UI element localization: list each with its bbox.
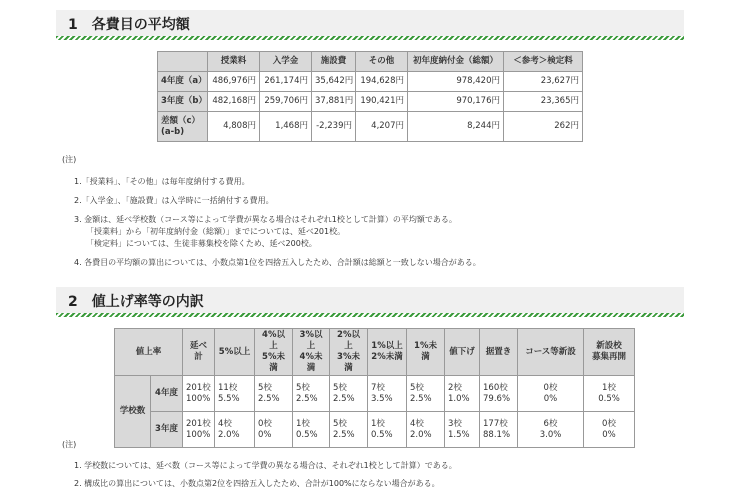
header-cell: 新設校 募集再開 xyxy=(584,329,635,376)
count: 5校 xyxy=(296,382,310,393)
count: 0校 xyxy=(543,382,558,393)
header-cell: 1%未満 xyxy=(407,329,445,376)
count: 1校 xyxy=(371,418,385,429)
table-cell: 259,706円 xyxy=(260,92,312,112)
count: 201校 xyxy=(186,382,211,393)
percent: 2.5% xyxy=(333,429,355,440)
row-label-line1: 差額（c） xyxy=(161,115,201,126)
table-cell xyxy=(330,412,368,448)
percent: 3.0% xyxy=(539,429,562,440)
table-cell xyxy=(183,376,215,412)
percent: 2.5% xyxy=(296,393,318,404)
table-cell xyxy=(584,376,635,412)
section2-header xyxy=(56,287,684,313)
table-cell: 8,244円 xyxy=(408,112,504,142)
table-cell xyxy=(480,376,518,412)
count: 2校 xyxy=(448,382,462,393)
note-item: 「検定料」については、生徒非募集校を除くため、延べ200校。 xyxy=(86,239,317,248)
table-cell xyxy=(293,412,330,448)
table-cell xyxy=(445,376,480,412)
table-cell xyxy=(480,412,518,448)
percent: 2.5% xyxy=(258,393,280,404)
section1-stripe xyxy=(56,36,684,40)
note-item: 「授業料」から「初年度納付金（総額）」までについては、延べ201校。 xyxy=(86,227,346,236)
header-cell: 据置き xyxy=(480,329,518,376)
table-cell: 970,176円 xyxy=(408,92,504,112)
percent: 0% xyxy=(543,393,558,404)
count: 0校 xyxy=(602,418,616,429)
row-label: 4年度 xyxy=(151,376,183,412)
count: 11校 xyxy=(218,382,238,393)
table-row xyxy=(115,376,635,412)
count: 177校 xyxy=(483,418,508,429)
section2-note-label: (注) xyxy=(62,440,77,449)
table-cell: 35,642円 xyxy=(312,72,356,92)
header-cell: その他 xyxy=(356,52,408,72)
note-item: 3. 金額は、延べ学校数（コース等によって学費が異なる場合はそれぞれ1校として計算）の平均額である。 xyxy=(74,215,457,224)
header-cell: 入学金 xyxy=(260,52,312,72)
percent: 1.0% xyxy=(448,393,470,404)
count: 5校 xyxy=(333,418,347,429)
header-cell: 延べ計 xyxy=(183,329,215,376)
table-cell xyxy=(407,412,445,448)
table-cell: 486,976円 xyxy=(208,72,260,92)
row-label: 3年度（b） xyxy=(158,92,208,112)
table-cell xyxy=(368,376,407,412)
table-cell xyxy=(183,412,215,448)
table-cell xyxy=(445,412,480,448)
percent: 0% xyxy=(258,429,272,440)
count: 5校 xyxy=(333,382,347,393)
table-cell: 261,174円 xyxy=(260,72,312,92)
count: 4校 xyxy=(410,418,424,429)
header-cell: 3%以上 4%未満 xyxy=(293,329,330,376)
table-cell: 978,420円 xyxy=(408,72,504,92)
count: 5校 xyxy=(258,382,272,393)
header-cell: コース等新設 xyxy=(518,329,584,376)
row-label: 3年度 xyxy=(151,412,183,448)
count: 3校 xyxy=(448,418,462,429)
section2-notes xyxy=(74,460,457,490)
table-cell xyxy=(518,412,584,448)
header-cell: 4%以上 5%未満 xyxy=(255,329,293,376)
percent: 100% xyxy=(186,429,211,440)
average-cost-table xyxy=(157,51,583,142)
percent: 2.5% xyxy=(333,393,355,404)
table-cell xyxy=(255,412,293,448)
count: 5校 xyxy=(410,382,424,393)
percent: 100% xyxy=(186,393,211,404)
count: 160校 xyxy=(483,382,508,393)
table-cell: 1,468円 xyxy=(260,112,312,142)
table-cell xyxy=(518,376,584,412)
header-cell: 2%以上 3%未満 xyxy=(330,329,368,376)
table-header-row xyxy=(158,52,583,72)
table-header-row xyxy=(115,329,635,376)
note-item: 4. 各費目の平均額の算出については、小数点第1位を四捨五入したため、合計額は総額と一致しない場合がある。 xyxy=(74,258,481,267)
percent: 2.0% xyxy=(410,429,432,440)
percent: 0.5% xyxy=(371,429,393,440)
note-item: 1.「授業料」、「その他」は毎年度納付する費用。 xyxy=(74,177,250,186)
header-cell: 授業料 xyxy=(208,52,260,72)
percent: 0.5% xyxy=(598,393,620,404)
percent: 1.5% xyxy=(448,429,470,440)
section2-title: 2 値上げ率等の内訳 xyxy=(68,294,204,310)
price-increase-table xyxy=(114,328,635,448)
table-row xyxy=(158,112,583,142)
count: 7校 xyxy=(371,382,385,393)
table-row xyxy=(158,72,583,92)
count: 1校 xyxy=(296,418,310,429)
note-item: 1. 学校数については、延べ数（コース等によって学費の異なる場合は、それぞれ1校として計算）である。 xyxy=(74,461,457,470)
percent: 2.5% xyxy=(410,393,432,404)
table-cell xyxy=(330,376,368,412)
table-row xyxy=(158,92,583,112)
table-cell: 23,365円 xyxy=(504,92,583,112)
table-cell: 482,168円 xyxy=(208,92,260,112)
section2-stripe xyxy=(56,313,684,317)
table-cell: 37,881円 xyxy=(312,92,356,112)
section1-notes xyxy=(74,176,481,269)
table-cell xyxy=(293,376,330,412)
section1-note-label: (注) xyxy=(62,155,77,164)
group-label: 学校数 xyxy=(115,376,151,448)
note-item: 2. 構成比の算出については、小数点第2位を四捨五入したため、合計が100%にならない場合がある。 xyxy=(74,479,440,488)
table-cell xyxy=(215,412,255,448)
count: 6校 xyxy=(543,418,558,429)
percent: 88.1% xyxy=(483,429,511,440)
percent: 0.5% xyxy=(296,429,318,440)
table-cell: 23,627円 xyxy=(504,72,583,92)
percent: 5.5% xyxy=(218,393,240,404)
count: 201校 xyxy=(186,418,211,429)
row-label xyxy=(158,112,208,142)
table-cell: -2,239円 xyxy=(312,112,356,142)
table-cell: 262円 xyxy=(504,112,583,142)
percent: 3.5% xyxy=(371,393,393,404)
percent: 0% xyxy=(602,429,616,440)
section1-header xyxy=(56,10,684,36)
row-label: 4年度（a） xyxy=(158,72,208,92)
header-cell: 初年度納付金（総額） xyxy=(408,52,504,72)
table-cell: 4,808円 xyxy=(208,112,260,142)
table-cell: 194,628円 xyxy=(356,72,408,92)
note-item: 2.「入学金」、「施設費」は入学時に一括納付する費用。 xyxy=(74,196,274,205)
count: 0校 xyxy=(258,418,272,429)
percent: 79.6% xyxy=(483,393,511,404)
table-cell xyxy=(368,412,407,448)
table-cell xyxy=(215,376,255,412)
header-cell: 1%以上 2%未満 xyxy=(368,329,407,376)
header-cell: ＜参考＞検定料 xyxy=(504,52,583,72)
header-cell: 値上率 xyxy=(115,329,183,376)
header-cell: 値下げ xyxy=(445,329,480,376)
section1-title: 1 各費目の平均額 xyxy=(68,17,190,33)
count: 4校 xyxy=(218,418,232,429)
count: 1校 xyxy=(602,382,616,393)
percent: 2.0% xyxy=(218,429,240,440)
row-label-line2: (a-b) xyxy=(161,126,185,137)
table-cell: 190,421円 xyxy=(356,92,408,112)
table-cell: 4,207円 xyxy=(356,112,408,142)
table-cell xyxy=(584,412,635,448)
header-cell: 5%以上 xyxy=(215,329,255,376)
table-cell xyxy=(407,376,445,412)
table-cell xyxy=(255,376,293,412)
table-row xyxy=(115,412,635,448)
header-cell: 施設費 xyxy=(312,52,356,72)
header-cell xyxy=(158,52,208,72)
